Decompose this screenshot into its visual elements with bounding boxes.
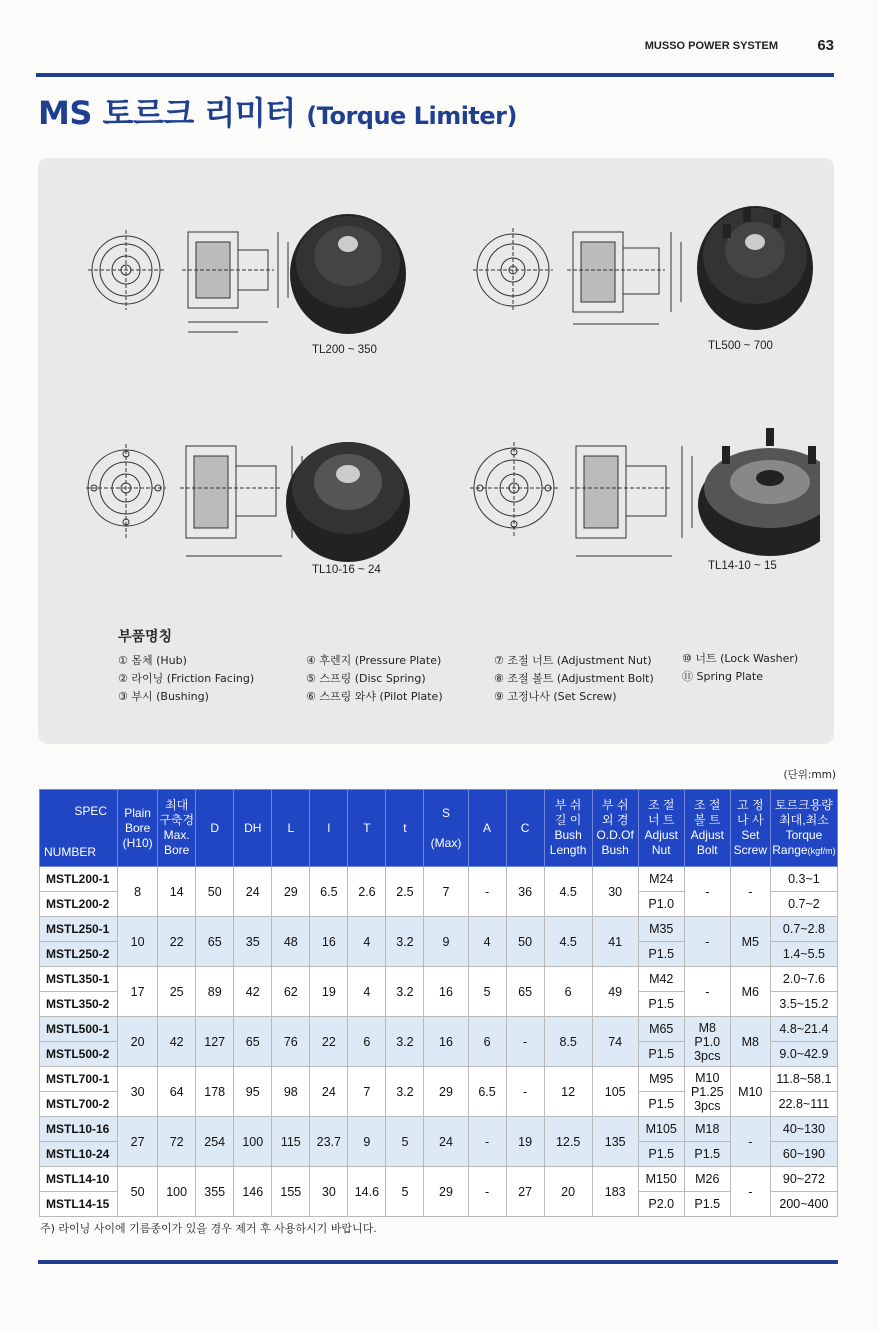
cell-number: MSTL200-1 bbox=[40, 867, 118, 892]
footer-rule bbox=[38, 1260, 838, 1264]
cell-DH: 35 bbox=[234, 917, 272, 967]
cell-torque: 11.8~58.1 bbox=[770, 1067, 837, 1092]
figure-tl14-caption: TL14-10 ~ 15 bbox=[708, 560, 777, 572]
table-body bbox=[40, 867, 838, 1217]
cell-bush-od: 41 bbox=[592, 917, 638, 967]
part-item: ② 라이닝 (Friction Facing) bbox=[118, 672, 255, 685]
parts-column-2 bbox=[306, 652, 443, 706]
part-item: ⑩ 너트 (Lock Washer) bbox=[682, 652, 799, 665]
header-l-lower: l bbox=[310, 790, 348, 867]
cell-adjust-bolt: M26 bbox=[684, 1167, 730, 1192]
part-item: ⑧ 조절 볼트 (Adjustment Bolt) bbox=[494, 672, 654, 685]
figure-tl10-caption: TL10-16 ~ 24 bbox=[312, 564, 381, 576]
cell-t: 3.2 bbox=[386, 917, 424, 967]
cell-torque: 90~272 bbox=[770, 1167, 837, 1192]
bolt-line: 3pcs bbox=[694, 1098, 721, 1113]
cell-number: MSTL500-2 bbox=[40, 1042, 118, 1067]
cell-S: 16 bbox=[424, 967, 468, 1017]
cell-set-screw: - bbox=[730, 1167, 770, 1217]
cell-l: 6.5 bbox=[310, 867, 348, 917]
cell-bush-length: 12.5 bbox=[544, 1117, 592, 1167]
cell-A: - bbox=[468, 867, 506, 917]
cell-set-screw: M10 bbox=[730, 1067, 770, 1117]
cell-max-bore: 100 bbox=[158, 1167, 196, 1217]
header-c: C bbox=[506, 790, 544, 867]
header-adjust-bolt: 조 절 볼 트 Adjust Bolt bbox=[684, 790, 730, 867]
cell-plain-bore: 50 bbox=[118, 1167, 158, 1217]
cell-torque: 9.0~42.9 bbox=[770, 1042, 837, 1067]
cell-adjust-bolt: - bbox=[684, 867, 730, 917]
cell-L: 29 bbox=[272, 867, 310, 917]
cell-D: 127 bbox=[196, 1017, 234, 1067]
cell-adjust-nut: P2.0 bbox=[638, 1192, 684, 1217]
table-row bbox=[40, 1167, 838, 1192]
cell-C: 27 bbox=[506, 1167, 544, 1217]
figure-tl10-drawing bbox=[86, 426, 416, 576]
cell-torque: 0.7~2 bbox=[770, 892, 837, 917]
header-set-screw: 고 정 나 사 Set Screw bbox=[730, 790, 770, 867]
cell-C: 50 bbox=[506, 917, 544, 967]
header-bush-length: 부 쉬 길 이 Bush Length bbox=[544, 790, 592, 867]
cell-max-bore: 64 bbox=[158, 1067, 196, 1117]
cell-set-screw: M8 bbox=[730, 1017, 770, 1067]
cell-bush-length: 4.5 bbox=[544, 867, 592, 917]
cell-number: MSTL350-2 bbox=[40, 992, 118, 1017]
cell-DH: 95 bbox=[234, 1067, 272, 1117]
cell-torque: 60~190 bbox=[770, 1142, 837, 1167]
cell-torque: 1.4~5.5 bbox=[770, 942, 837, 967]
cell-L: 48 bbox=[272, 917, 310, 967]
bolt-line: M8 bbox=[698, 1020, 716, 1035]
header-spec: SPEC bbox=[74, 804, 108, 818]
cell-number: MSTL700-1 bbox=[40, 1067, 118, 1092]
cell-adjust-nut: P1.5 bbox=[638, 1142, 684, 1167]
cell-A: - bbox=[468, 1167, 506, 1217]
cell-adjust-bolt bbox=[684, 1067, 730, 1117]
bolt-line: 3pcs bbox=[694, 1048, 721, 1063]
cell-number: MSTL250-1 bbox=[40, 917, 118, 942]
cell-bush-od: 74 bbox=[592, 1017, 638, 1067]
cell-number: MSTL10-24 bbox=[40, 1142, 118, 1167]
cell-adjust-nut: M65 bbox=[638, 1017, 684, 1042]
table-row bbox=[40, 1117, 838, 1142]
part-item: ⑥ 스프링 와샤 (Pilot Plate) bbox=[306, 690, 443, 703]
cell-bush-od: 30 bbox=[592, 867, 638, 917]
cell-D: 178 bbox=[196, 1067, 234, 1117]
header-rule bbox=[36, 73, 834, 77]
cell-DH: 100 bbox=[234, 1117, 272, 1167]
header-max-bore: 최대 구축경 Max. Bore bbox=[158, 790, 196, 867]
cell-adjust-nut: P1.5 bbox=[638, 992, 684, 1017]
cell-S: 24 bbox=[424, 1117, 468, 1167]
cell-max-bore: 14 bbox=[158, 867, 196, 917]
cell-DH: 42 bbox=[234, 967, 272, 1017]
cell-t: 5 bbox=[386, 1117, 424, 1167]
cell-A: 5 bbox=[468, 967, 506, 1017]
header-s: S (Max) bbox=[424, 790, 468, 867]
cell-adjust-nut: P1.5 bbox=[638, 942, 684, 967]
cell-adjust-bolt bbox=[684, 1017, 730, 1067]
cell-bush-od: 135 bbox=[592, 1117, 638, 1167]
cell-l: 30 bbox=[310, 1167, 348, 1217]
cell-torque: 0.7~2.8 bbox=[770, 917, 837, 942]
cell-number: MSTL14-10 bbox=[40, 1167, 118, 1192]
header-dh: DH bbox=[234, 790, 272, 867]
cell-C: 19 bbox=[506, 1117, 544, 1167]
cell-number: MSTL500-1 bbox=[40, 1017, 118, 1042]
header-t-upper: T bbox=[348, 790, 386, 867]
cell-adjust-bolt: M18 bbox=[684, 1117, 730, 1142]
part-item: ⑨ 고정나사 (Set Screw) bbox=[494, 690, 617, 703]
cell-S: 16 bbox=[424, 1017, 468, 1067]
spec-table bbox=[39, 789, 838, 1217]
bolt-line: P1.0 bbox=[694, 1034, 721, 1049]
cell-plain-bore: 30 bbox=[118, 1067, 158, 1117]
cell-number: MSTL200-2 bbox=[40, 892, 118, 917]
cell-adjust-nut: M42 bbox=[638, 967, 684, 992]
bolt-line: P1.25 bbox=[690, 1084, 724, 1099]
header-adjust-nut: 조 절 너 트 Adjust Nut bbox=[638, 790, 684, 867]
part-item: ① 몸체 (Hub) bbox=[118, 654, 187, 667]
cell-L: 76 bbox=[272, 1017, 310, 1067]
cell-D: 50 bbox=[196, 867, 234, 917]
cell-T: 4 bbox=[348, 967, 386, 1017]
cell-D: 254 bbox=[196, 1117, 234, 1167]
cell-C: 36 bbox=[506, 867, 544, 917]
figure-tl200-drawing bbox=[88, 202, 408, 352]
cell-L: 115 bbox=[272, 1117, 310, 1167]
cell-plain-bore: 10 bbox=[118, 917, 158, 967]
cell-adjust-nut: M35 bbox=[638, 917, 684, 942]
table-row bbox=[40, 967, 838, 992]
table-header-row bbox=[40, 790, 838, 867]
cell-S: 9 bbox=[424, 917, 468, 967]
table-row bbox=[40, 917, 838, 942]
cell-t: 3.2 bbox=[386, 967, 424, 1017]
parts-column-1 bbox=[118, 652, 254, 706]
cell-bush-length: 6 bbox=[544, 967, 592, 1017]
cell-adjust-nut: P1.5 bbox=[638, 1092, 684, 1117]
cell-T: 14.6 bbox=[348, 1167, 386, 1217]
cell-bush-od: 183 bbox=[592, 1167, 638, 1217]
cell-torque: 22.8~111 bbox=[770, 1092, 837, 1117]
cell-D: 65 bbox=[196, 917, 234, 967]
figure-tl14-drawing bbox=[470, 426, 820, 576]
cell-adjust-nut: P1.0 bbox=[638, 892, 684, 917]
parts-title: 부품명칭 bbox=[118, 629, 173, 645]
cell-DH: 65 bbox=[234, 1017, 272, 1067]
cell-adjust-nut: M24 bbox=[638, 867, 684, 892]
cell-A: 4 bbox=[468, 917, 506, 967]
title-main: MS 토르크 리미터 bbox=[38, 94, 307, 132]
cell-l: 19 bbox=[310, 967, 348, 1017]
cell-A: - bbox=[468, 1117, 506, 1167]
cell-T: 2.6 bbox=[348, 867, 386, 917]
part-item: ⑪ Spring Plate bbox=[682, 670, 764, 683]
title-sub: (Torque Limiter) bbox=[306, 102, 517, 130]
cell-bush-length: 4.5 bbox=[544, 917, 592, 967]
cell-L: 155 bbox=[272, 1167, 310, 1217]
cell-bush-length: 12 bbox=[544, 1067, 592, 1117]
cell-l: 23.7 bbox=[310, 1117, 348, 1167]
cell-torque: 0.3~1 bbox=[770, 867, 837, 892]
cell-C: 65 bbox=[506, 967, 544, 1017]
cell-D: 355 bbox=[196, 1167, 234, 1217]
parts-column-4 bbox=[682, 650, 798, 686]
cell-plain-bore: 17 bbox=[118, 967, 158, 1017]
figure-tl200-caption: TL200 ~ 350 bbox=[312, 344, 377, 356]
cell-plain-bore: 8 bbox=[118, 867, 158, 917]
cell-set-screw: M6 bbox=[730, 967, 770, 1017]
cell-T: 7 bbox=[348, 1067, 386, 1117]
table-row bbox=[40, 1017, 838, 1042]
usage-note: 주) 라이닝 사이에 기름종이가 있을 경우 제거 후 사용하시기 바랍니다. bbox=[40, 1222, 377, 1235]
cell-plain-bore: 27 bbox=[118, 1117, 158, 1167]
cell-torque: 2.0~7.6 bbox=[770, 967, 837, 992]
cell-plain-bore: 20 bbox=[118, 1017, 158, 1067]
cell-DH: 24 bbox=[234, 867, 272, 917]
cell-set-screw: M5 bbox=[730, 917, 770, 967]
cell-set-screw: - bbox=[730, 1117, 770, 1167]
cell-max-bore: 22 bbox=[158, 917, 196, 967]
cell-bush-length: 8.5 bbox=[544, 1017, 592, 1067]
header-torque: 토르크용량 최대,최소 Torque Range(kgf/m) bbox=[770, 790, 837, 867]
cell-t: 5 bbox=[386, 1167, 424, 1217]
cell-set-screw: - bbox=[730, 867, 770, 917]
cell-A: 6 bbox=[468, 1017, 506, 1067]
cell-bush-od: 49 bbox=[592, 967, 638, 1017]
unit-note: (단위:mm) bbox=[783, 769, 836, 781]
cell-adjust-nut: M105 bbox=[638, 1117, 684, 1142]
header-number: NUMBER bbox=[44, 845, 97, 859]
cell-A: 6.5 bbox=[468, 1067, 506, 1117]
part-item: ③ 부시 (Bushing) bbox=[118, 690, 209, 703]
cell-number: MSTL10-16 bbox=[40, 1117, 118, 1142]
cell-l: 22 bbox=[310, 1017, 348, 1067]
part-item: ④ 후렌지 (Pressure Plate) bbox=[306, 654, 442, 667]
header-l-upper: L bbox=[272, 790, 310, 867]
cell-number: MSTL350-1 bbox=[40, 967, 118, 992]
parts-column-3 bbox=[494, 652, 654, 706]
cell-adjust-nut: M95 bbox=[638, 1067, 684, 1092]
table-row bbox=[40, 867, 838, 892]
cell-number: MSTL14-15 bbox=[40, 1192, 118, 1217]
figure-tl500-caption: TL500 ~ 700 bbox=[708, 340, 773, 352]
figure-tl500-drawing bbox=[473, 198, 813, 348]
cell-torque: 40~130 bbox=[770, 1117, 837, 1142]
header-d: D bbox=[196, 790, 234, 867]
cell-t: 2.5 bbox=[386, 867, 424, 917]
cell-l: 24 bbox=[310, 1067, 348, 1117]
page-title bbox=[38, 88, 517, 134]
cell-l: 16 bbox=[310, 917, 348, 967]
cell-C: - bbox=[506, 1017, 544, 1067]
cell-T: 4 bbox=[348, 917, 386, 967]
header-t-lower: t bbox=[386, 790, 424, 867]
cell-t: 3.2 bbox=[386, 1067, 424, 1117]
header-plain-bore: Plain Bore (H10) bbox=[118, 790, 158, 867]
cell-adjust-bolt: - bbox=[684, 917, 730, 967]
cell-D: 89 bbox=[196, 967, 234, 1017]
cell-t: 3.2 bbox=[386, 1017, 424, 1067]
cell-bush-length: 20 bbox=[544, 1167, 592, 1217]
cell-adjust-nut: P1.5 bbox=[638, 1042, 684, 1067]
header-spec-number bbox=[40, 790, 118, 867]
part-item: ⑦ 조절 너트 (Adjustment Nut) bbox=[494, 654, 652, 667]
part-item: ⑤ 스프링 (Disc Spring) bbox=[306, 672, 426, 685]
page-number: 63 bbox=[817, 37, 834, 54]
header-a: A bbox=[468, 790, 506, 867]
cell-L: 98 bbox=[272, 1067, 310, 1117]
cell-DH: 146 bbox=[234, 1167, 272, 1217]
bolt-line: M10 bbox=[695, 1070, 720, 1085]
cell-T: 6 bbox=[348, 1017, 386, 1067]
cell-adjust-bolt: P1.5 bbox=[684, 1192, 730, 1217]
cell-L: 62 bbox=[272, 967, 310, 1017]
cell-S: 29 bbox=[424, 1067, 468, 1117]
header-bush-od: 부 쉬 외 경 O.D.Of Bush bbox=[592, 790, 638, 867]
cell-max-bore: 42 bbox=[158, 1017, 196, 1067]
cell-S: 7 bbox=[424, 867, 468, 917]
cell-T: 9 bbox=[348, 1117, 386, 1167]
cell-bush-od: 105 bbox=[592, 1067, 638, 1117]
cell-torque: 200~400 bbox=[770, 1192, 837, 1217]
cell-torque: 4.8~21.4 bbox=[770, 1017, 837, 1042]
cell-number: MSTL700-2 bbox=[40, 1092, 118, 1117]
cell-max-bore: 72 bbox=[158, 1117, 196, 1167]
cell-C: - bbox=[506, 1067, 544, 1117]
cell-S: 29 bbox=[424, 1167, 468, 1217]
brand-name: MUSSO POWER SYSTEM bbox=[644, 40, 778, 52]
cell-torque: 3.5~15.2 bbox=[770, 992, 837, 1017]
table-row bbox=[40, 1067, 838, 1092]
cell-number: MSTL250-2 bbox=[40, 942, 118, 967]
cell-adjust-bolt: P1.5 bbox=[684, 1142, 730, 1167]
cell-adjust-bolt: - bbox=[684, 967, 730, 1017]
cell-max-bore: 25 bbox=[158, 967, 196, 1017]
cell-adjust-nut: M150 bbox=[638, 1167, 684, 1192]
